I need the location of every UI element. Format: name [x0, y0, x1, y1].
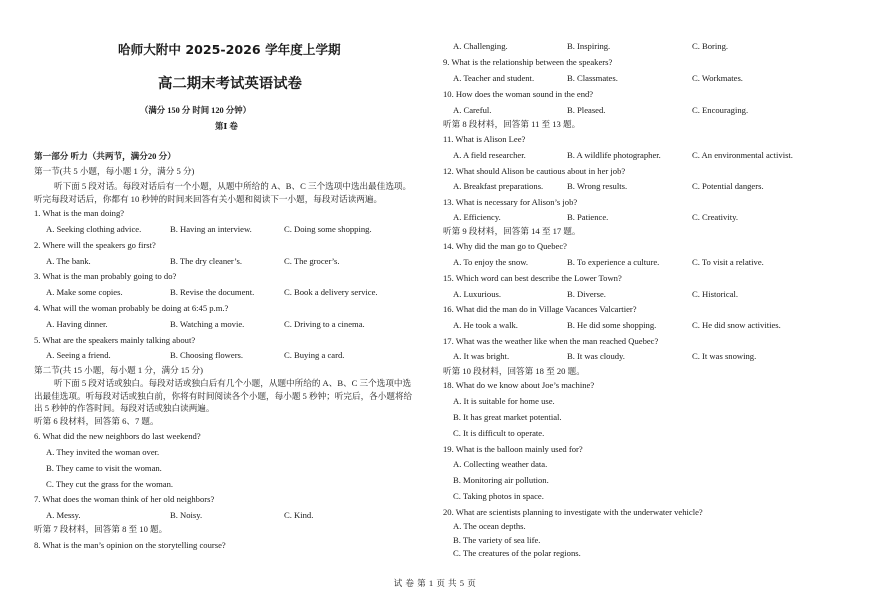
question-stem: 13. What is necessary for Alison’s job?: [443, 197, 578, 207]
option-c[interactable]: C. The grocer’s.: [284, 256, 340, 266]
question-stem: 10. How does the woman sound in the end?: [443, 89, 594, 99]
option-a[interactable]: A. Collecting weather data.: [453, 459, 548, 469]
option-b[interactable]: B. Patience.: [567, 212, 609, 222]
option-c[interactable]: C. Workmates.: [692, 73, 743, 83]
option-b[interactable]: B. Revise the document.: [170, 287, 255, 297]
question-stem: 4. What will the woman probably be doing at 6:45 p.m.?: [34, 303, 229, 313]
question-stem: 1. What is the man doing?: [34, 208, 125, 218]
option-b[interactable]: B. Diverse.: [567, 289, 606, 299]
exam-school-title: 哈师大附中 2025-2026 学年度上学期: [118, 42, 341, 57]
page-footer: 试 卷 第 1 页 共 5 页: [393, 578, 477, 588]
section2-title: 第二节(共 15 小题，每小题 1 分，满分 15 分): [34, 365, 204, 375]
option-c[interactable]: C. Creativity.: [692, 212, 738, 222]
option-c[interactable]: C. It is difficult to operate.: [453, 428, 545, 438]
option-b[interactable]: B. He did some shopping.: [567, 320, 657, 330]
option-b[interactable]: B. Inspiring.: [567, 41, 611, 51]
option-c[interactable]: C. Book a delivery service.: [284, 287, 378, 297]
option-b[interactable]: B. The variety of sea life.: [453, 535, 541, 545]
material-note: 听第 8 段材料，回答第 11 至 13 题。: [443, 119, 581, 129]
option-a[interactable]: A. Make some copies.: [46, 287, 123, 297]
option-c[interactable]: C. Encouraging.: [692, 105, 749, 115]
option-a[interactable]: A. Having dinner.: [46, 319, 108, 329]
option-b[interactable]: B. Noisy.: [170, 510, 203, 520]
exam-title: 高二期末考试英语试卷: [158, 76, 302, 92]
question-stem: 11. What is Alison Lee?: [443, 134, 526, 144]
option-b[interactable]: B. Wrong results.: [567, 181, 628, 191]
volume-label: 第Ⅰ 卷: [215, 122, 238, 131]
question-stem: 12. What should Alison be cautious about in her job?: [443, 166, 626, 176]
option-c[interactable]: C. Taking photos in space.: [453, 491, 544, 501]
section2-instruction: 出最佳选项。听每段对话或独白前，你将有时间阅读各个小题，每小题 5 秒钟；听完后，各小题将给: [34, 391, 413, 401]
option-a[interactable]: A. A field researcher.: [453, 150, 526, 160]
question-stem: 9. What is the relationship between the speakers?: [443, 57, 613, 67]
option-b[interactable]: B. Pleased.: [567, 105, 606, 115]
option-b[interactable]: B. Classmates.: [567, 73, 618, 83]
question-stem: 6. What did the new neighbors do last weekend?: [34, 431, 201, 441]
option-a[interactable]: A. Seeking clothing advice.: [46, 224, 142, 234]
option-c[interactable]: C. Historical.: [692, 289, 739, 299]
option-a[interactable]: A. Messy.: [46, 510, 81, 520]
option-b[interactable]: B. A wildlife photographer.: [567, 150, 661, 160]
option-c[interactable]: C. Boring.: [692, 41, 729, 51]
option-a[interactable]: A. To enjoy the snow.: [453, 257, 529, 267]
option-c[interactable]: C. The creatures of the polar regions.: [453, 548, 581, 558]
question-stem: 15. Which word can best describe the Lower Town?: [443, 273, 622, 283]
question-stem: 2. Where will the speakers go first?: [34, 240, 156, 250]
option-b[interactable]: B. They came to visit the woman.: [46, 463, 162, 473]
option-b[interactable]: B. Watching a movie.: [170, 319, 245, 329]
option-c[interactable]: C. Buying a card.: [284, 350, 345, 360]
option-a[interactable]: A. Teacher and student.: [453, 73, 535, 83]
section2-instruction: 出 5 秒钟的作答时间。每段对话或独白读两遍。: [34, 403, 215, 413]
option-a[interactable]: A. Efficiency.: [453, 212, 501, 222]
option-b[interactable]: B. Choosing flowers.: [170, 350, 244, 360]
option-b[interactable]: B. It was cloudy.: [567, 351, 625, 361]
option-a[interactable]: A. It was bright.: [453, 351, 510, 361]
option-c[interactable]: C. Driving to a cinema.: [284, 319, 365, 329]
option-c[interactable]: C. Potential dangers.: [692, 181, 764, 191]
question-stem: 5. What are the speakers mainly talking about?: [34, 335, 196, 345]
option-b[interactable]: B. Having an interview.: [170, 224, 252, 234]
question-stem: 14. Why did the man go to Quebec?: [443, 241, 567, 251]
option-a[interactable]: A. They invited the woman over.: [46, 447, 160, 457]
option-a[interactable]: A. Seeing a friend.: [46, 350, 111, 360]
option-c[interactable]: C. He did snow activities.: [692, 320, 781, 330]
section1-instruction: 听完每段对话后，你都有 10 秒钟的时间来回答有关小题和阅读下一小题，每段对话读两遍。: [34, 194, 383, 204]
question-stem: 20. What are scientists planning to investigate with the underwater vehicle?: [443, 507, 703, 517]
option-c[interactable]: C. Doing some shopping.: [284, 224, 372, 234]
exam-meta: （满分 150 分 时间 120 分钟）: [140, 106, 251, 115]
section1-title: 第一节(共 5 小题，每小题 1 分，满分 5 分): [34, 166, 195, 176]
option-a[interactable]: A. Luxurious.: [453, 289, 501, 299]
question-stem: 19. What is the balloon mainly used for?: [443, 444, 583, 454]
option-c[interactable]: C. It was snowing.: [692, 351, 757, 361]
material-note: 听第 10 段材料，回答第 18 至 20 题。: [443, 366, 585, 376]
question-stem: 8. What is the man’s opinion on the storytelling course?: [34, 540, 226, 550]
material-note: 听第 9 段材料，回答第 14 至 17 题。: [443, 226, 581, 236]
section2-instruction: 听下面 5 段对话或独白。每段对话或独白后有几个小题，从题中所给的 A、B、C 三个选项中选: [54, 378, 412, 388]
option-a[interactable]: A. The bank.: [46, 256, 91, 266]
question-stem: 18. What do we know about Joe’s machine?: [443, 380, 595, 390]
question-stem: 3. What is the man probably going to do?: [34, 271, 177, 281]
option-c[interactable]: C. To visit a relative.: [692, 257, 764, 267]
option-a[interactable]: A. Challenging.: [453, 41, 508, 51]
part-title: 第一部分 听力（共两节，满分20 分）: [34, 151, 176, 161]
question-stem: 7. What does the woman think of her old neighbors?: [34, 494, 215, 504]
option-c[interactable]: C. An environmental activist.: [692, 150, 793, 160]
option-b[interactable]: B. The dry cleaner’s.: [170, 256, 242, 266]
option-a[interactable]: A. He took a walk.: [453, 320, 518, 330]
question-stem: 17. What was the weather like when the man reached Quebec?: [443, 336, 659, 346]
option-a[interactable]: A. Careful.: [453, 105, 492, 115]
option-a[interactable]: A. The ocean depths.: [453, 521, 526, 531]
option-c[interactable]: C. Kind.: [284, 510, 314, 520]
section1-instruction: 听下面 5 段对话。每段对话后有一个小题，从题中所给的 A、B、C 三个选项中选出最佳选项。: [54, 181, 412, 191]
option-c[interactable]: C. They cut the grass for the woman.: [46, 479, 174, 489]
option-b[interactable]: B. To experience a culture.: [567, 257, 660, 267]
material-note: 听第 6 段材料，回答第 6、7 题。: [34, 416, 159, 426]
question-stem: 16. What did the man do in Village Vacances Valcartier?: [443, 304, 637, 314]
option-b[interactable]: B. It has great market potential.: [453, 412, 562, 422]
material-note: 听第 7 段材料，回答第 8 至 10 题。: [34, 524, 168, 534]
option-b[interactable]: B. Monitoring air pollution.: [453, 475, 549, 485]
option-a[interactable]: A. It is suitable for home use.: [453, 396, 555, 406]
option-a[interactable]: A. Breakfast preparations.: [453, 181, 544, 191]
